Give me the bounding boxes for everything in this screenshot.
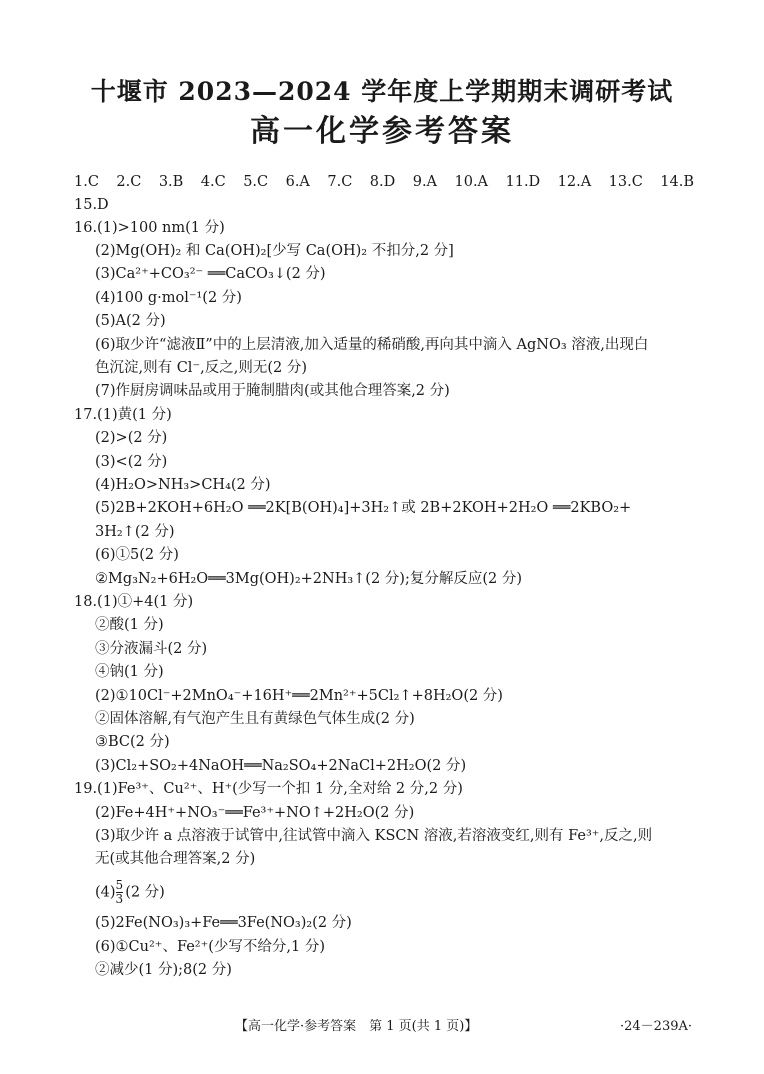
answer-line: ②酸(1 分) — [95, 617, 164, 633]
choice-answer: 15.D — [74, 197, 109, 213]
answer-line: ④钠(1 分) — [95, 664, 164, 680]
answer-line: (4)100 g·mol⁻¹(2 分) — [95, 290, 242, 306]
answer-line: (6)①5(2 分) — [95, 547, 179, 563]
answer-line: (6)①Cu²⁺、Fe²⁺(少写不给分,1 分) — [95, 939, 326, 955]
fraction-denominator: 3 — [115, 892, 124, 906]
answer-line: (5)A(2 分) — [95, 313, 166, 329]
page-footer: 【高一化学·参考答案 第 1 页(共 1 页)】 — [235, 1019, 478, 1034]
answer-line: (2)>(2 分) — [95, 430, 168, 446]
answer-line: 无(或其他合理答案,2 分) — [95, 851, 256, 867]
fraction-numerator: 5 — [115, 878, 124, 892]
answer-line: (2)①10Cl⁻+2MnO₄⁻+16H⁺══2Mn²⁺+5Cl₂↑+8H₂O(2 分) — [95, 688, 503, 704]
multiple-choice-answers — [74, 172, 694, 192]
choice-answer: 1.C — [74, 174, 99, 190]
exam-title: 十堰市 2023—2024 学年度上学期期末调研考试 — [90, 77, 674, 106]
answer-line: 色沉淀,则有 Cl⁻,反之,则无(2 分) — [95, 360, 307, 376]
answer-line: 19.(1)Fe³⁺、Cu²⁺、H⁺(少写一个扣 1 分,全对给 2 分,2 分) — [74, 781, 463, 797]
answer-line: (4)H₂O>NH₃>CH₄(2 分) — [95, 477, 271, 493]
answer-line: ③分液漏斗(2 分) — [95, 641, 208, 657]
answer-line: (2)Mg(OH)₂ 和 Ca(OH)₂[少写 Ca(OH)₂ 不扣分,2 分] — [95, 243, 454, 259]
answer-line: (3)Cl₂+SO₂+4NaOH══Na₂SO₄+2NaCl+2H₂O(2 分) — [95, 758, 467, 774]
fraction — [116, 879, 124, 906]
choice-answer: 3.B — [158, 174, 184, 190]
answer-line: (5)2B+2KOH+6H₂O ══2K[B(OH)₄]+3H₂↑或 2B+2KOH+2H₂O ══2KBO₂+ — [95, 500, 632, 516]
fraction-suffix: (2 分) — [125, 884, 165, 901]
choice-answer: 10.A — [454, 174, 489, 190]
document-code: ·24－239A· — [620, 1019, 693, 1034]
choice-answer: 14.B — [660, 174, 694, 190]
answer-line: (3)<(2 分) — [95, 454, 168, 470]
choice-answer: 8.D — [369, 174, 396, 190]
answer-line: ②减少(1 分);8(2 分) — [95, 962, 232, 978]
answer-line: 18.(1)①+4(1 分) — [74, 594, 194, 610]
choice-answer: 2.C — [116, 174, 142, 190]
choice-answer: 13.C — [608, 174, 643, 190]
answer-line: 3H₂↑(2 分) — [95, 524, 175, 540]
answer-line: 16.(1)>100 nm(1 分) — [74, 220, 225, 236]
choice-answer: 4.C — [200, 174, 226, 190]
answer-line: (5)2Fe(NO₃)₃+Fe══3Fe(NO₃)₂(2 分) — [95, 915, 352, 931]
answer-line: (6)取少许“滤液Ⅱ”中的上层清液,加入适量的稀硝酸,再向其中滴入 AgNO₃ 溶液,出现白 — [95, 337, 649, 353]
answer-line: (3)取少许 a 点溶液于试管中,往试管中滴入 KSCN 溶液,若溶液变红,则有 Fe³⁺,反之,则 — [95, 828, 653, 844]
answer-line-fraction — [95, 879, 165, 906]
choice-answer: 9.A — [412, 174, 438, 190]
answer-line: 17.(1)黄(1 分) — [74, 407, 172, 423]
answer-line: ③BC(2 分) — [95, 734, 170, 750]
answer-line: (2)Fe+4H⁺+NO₃⁻══Fe³⁺+NO↑+2H₂O(2 分) — [95, 805, 415, 821]
answer-line: ②固体溶解,有气泡产生且有黄绿色气体生成(2 分) — [95, 711, 415, 727]
choice-answer: 7.C — [327, 174, 353, 190]
answer-line: (7)作厨房调味品或用于腌制腊肉(或其他合理答案,2 分) — [95, 383, 450, 399]
answer-line: (3)Ca²⁺+CO₃²⁻ ══CaCO₃↓(2 分) — [95, 266, 326, 282]
choice-answer: 12.A — [557, 174, 592, 190]
answer-line: ②Mg₃N₂+6H₂O══3Mg(OH)₂+2NH₃↑(2 分);复分解反应(2 分) — [95, 571, 522, 587]
choice-answer: 6.A — [285, 174, 310, 190]
choice-answer: 5.C — [243, 174, 269, 190]
document-subtitle: 高一化学参考答案 — [250, 114, 514, 149]
choice-answer: 11.D — [505, 174, 541, 190]
fraction-prefix: (4) — [95, 884, 116, 901]
